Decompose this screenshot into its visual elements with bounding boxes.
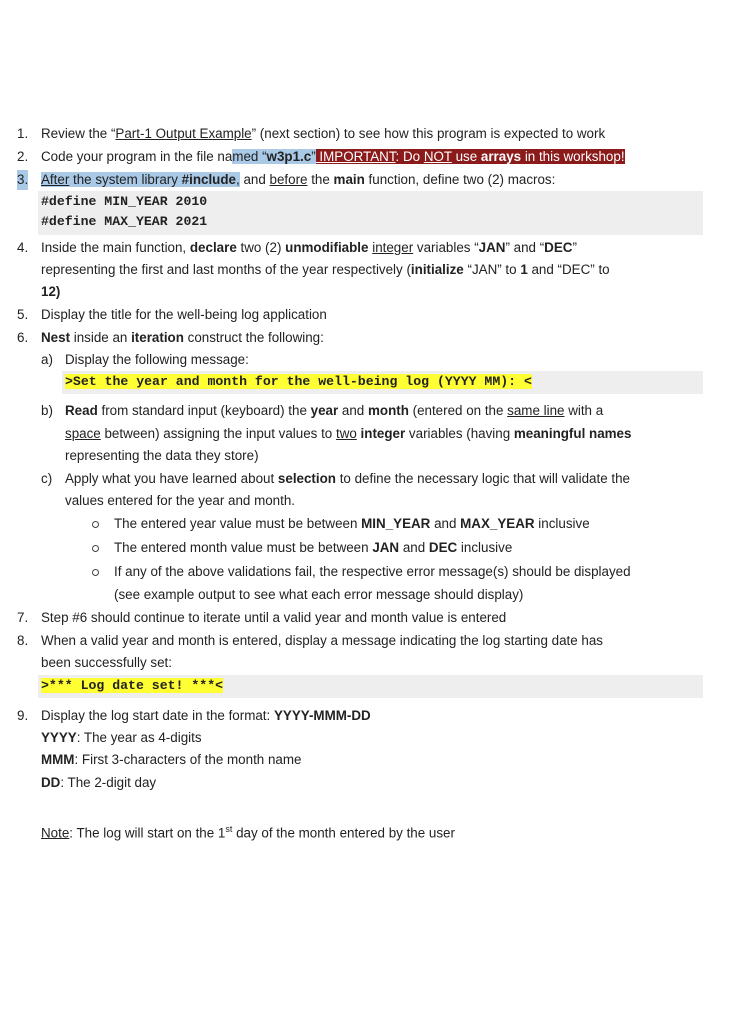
text: 1 bbox=[520, 262, 528, 277]
text: variables “ bbox=[413, 240, 479, 255]
text: The entered month value must be between bbox=[114, 540, 373, 555]
format-mmm bbox=[41, 750, 301, 770]
macro-min-year: #define MIN_YEAR 2010 bbox=[41, 194, 208, 209]
text: the system library bbox=[69, 172, 182, 187]
text: year bbox=[310, 403, 339, 418]
text: ” and “ bbox=[505, 240, 545, 255]
text: The entered year value must be between bbox=[114, 516, 362, 531]
text: same line bbox=[507, 403, 565, 418]
item-7-text: Step #6 should continue to iterate until a valid year and month value is entered bbox=[41, 610, 507, 625]
text: two (2) bbox=[236, 240, 286, 255]
text: Review the “ bbox=[41, 126, 116, 141]
bullet-year-range bbox=[114, 514, 590, 534]
text: DEC bbox=[428, 540, 458, 555]
text: integer bbox=[360, 426, 406, 441]
bullet-month-range bbox=[114, 538, 512, 558]
text: DD bbox=[41, 775, 61, 790]
item-9-text bbox=[41, 706, 371, 726]
text: the bbox=[307, 172, 334, 187]
highlighted-text bbox=[41, 172, 240, 187]
text: med “ bbox=[232, 149, 267, 164]
text: After bbox=[41, 172, 70, 187]
item-1-number: 1. bbox=[17, 126, 29, 141]
text: DEC bbox=[544, 240, 573, 255]
text: declare bbox=[189, 240, 237, 255]
bullet-icon bbox=[92, 545, 99, 552]
item-6c-line-1 bbox=[65, 469, 630, 489]
text: IMPORTANT bbox=[315, 149, 396, 164]
item-6b-line-1 bbox=[65, 401, 603, 421]
text: and bbox=[239, 172, 270, 187]
item-8-line-2: been successfully set: bbox=[41, 655, 172, 670]
text: and bbox=[430, 516, 461, 531]
item-8-line-1: When a valid year and month is entered, display a message indicating the log starting date has bbox=[41, 633, 603, 648]
text: and bbox=[399, 540, 429, 555]
text: 12) bbox=[41, 284, 61, 299]
item-6b-line-2 bbox=[65, 424, 631, 444]
text: meaningful names bbox=[513, 426, 632, 441]
text: : Do bbox=[395, 149, 424, 164]
text: Code your program in the file na bbox=[41, 149, 233, 164]
text: construct the following: bbox=[183, 330, 324, 345]
text: and “DEC” to bbox=[527, 262, 610, 277]
text: day of the month entered by the user bbox=[232, 825, 455, 841]
text: Read bbox=[65, 403, 98, 418]
text: inside an bbox=[70, 330, 132, 345]
text: NOT bbox=[423, 149, 452, 164]
text: : The log will start on the 1 bbox=[69, 825, 226, 841]
text: between) assigning the input values to bbox=[100, 426, 336, 441]
text: st bbox=[225, 824, 233, 834]
item-5-text: Display the title for the well-being log application bbox=[41, 307, 327, 322]
logset-message bbox=[41, 676, 223, 696]
text: ” bbox=[311, 149, 316, 164]
highlighted-text bbox=[232, 149, 315, 164]
item-9-number: 9. bbox=[17, 708, 29, 723]
important-notice bbox=[316, 149, 625, 164]
item-5-number: 5. bbox=[17, 307, 29, 322]
format-yyyy bbox=[41, 728, 202, 748]
text: month bbox=[367, 403, 409, 418]
item-2-number: 2. bbox=[17, 149, 29, 164]
text: main bbox=[333, 172, 365, 187]
filename: w3p1.c bbox=[266, 149, 312, 164]
text: unmodifiable bbox=[285, 240, 369, 255]
text: inclusive bbox=[457, 540, 513, 555]
text: #include bbox=[181, 172, 236, 187]
text: >*** Log date set! ***< bbox=[41, 678, 224, 693]
text: MIN_YEAR bbox=[361, 516, 431, 531]
text: , bbox=[235, 172, 240, 187]
text: JAN bbox=[478, 240, 506, 255]
text: (entered on the bbox=[408, 403, 508, 418]
text: Display the log start date in the format: bbox=[41, 708, 274, 723]
text: >Set the year and month for the well-being log (YYYY MM): < bbox=[65, 374, 532, 389]
bullet-icon bbox=[92, 521, 99, 528]
text: space bbox=[65, 426, 101, 441]
item-4-line-2 bbox=[41, 260, 610, 280]
text: YYYY bbox=[41, 730, 77, 745]
text: ” (next section) to see how this program is expected to work bbox=[251, 126, 606, 141]
item-7-number: 7. bbox=[17, 610, 29, 625]
item-8-number: 8. bbox=[17, 633, 29, 648]
item-6-number: 6. bbox=[17, 330, 29, 345]
item-6a-text: Display the following message: bbox=[65, 352, 249, 367]
item-6c-line-2: values entered for the year and month. bbox=[65, 493, 296, 508]
text: ” bbox=[572, 240, 577, 255]
text: from standard input (keyboard) the bbox=[97, 403, 311, 418]
text: inclusive bbox=[534, 516, 590, 531]
item-6-text bbox=[41, 328, 324, 348]
text: arrays bbox=[480, 149, 522, 164]
date-format: YYYY-MMM-DD bbox=[273, 708, 371, 723]
text: MMM bbox=[41, 752, 75, 767]
text: : The year as 4-digits bbox=[76, 730, 202, 745]
format-dd bbox=[41, 773, 156, 793]
text: with a bbox=[564, 403, 604, 418]
text: integer bbox=[372, 240, 414, 255]
text: use bbox=[451, 149, 481, 164]
text: iteration bbox=[131, 330, 184, 345]
text: representing the first and last months of the year respectively ( bbox=[41, 262, 411, 277]
text: selection bbox=[277, 471, 336, 486]
note bbox=[41, 819, 455, 843]
text: function, define two (2) macros: bbox=[364, 172, 556, 187]
text: : First 3-characters of the month name bbox=[74, 752, 302, 767]
text: before bbox=[269, 172, 308, 187]
item-2-text bbox=[41, 147, 625, 167]
text: initialize bbox=[410, 262, 464, 277]
text: and bbox=[338, 403, 368, 418]
text: Note bbox=[41, 825, 70, 841]
text: to define the necessary logic that will validate the bbox=[335, 471, 631, 486]
item-4-line-3 bbox=[41, 282, 60, 302]
text: Inside the main function, bbox=[41, 240, 190, 255]
item-6b-label: b) bbox=[41, 403, 53, 418]
item-4-line-1 bbox=[41, 238, 577, 258]
prompt-message bbox=[65, 372, 532, 392]
item-6a-label: a) bbox=[41, 352, 53, 367]
part1-link[interactable]: Part-1 Output Example bbox=[115, 126, 252, 141]
text: in this workshop! bbox=[521, 149, 625, 164]
text: Apply what you have learned about bbox=[65, 471, 278, 486]
item-6b-line-3: representing the data they store) bbox=[65, 448, 259, 463]
text: : The 2-digit day bbox=[60, 775, 157, 790]
item-3-number: 3. bbox=[17, 170, 28, 190]
bullet-validation-fail: If any of the above validations fail, the respective error message(s) should be displayed bbox=[114, 564, 631, 579]
item-4-number: 4. bbox=[17, 240, 29, 255]
macro-max-year: #define MAX_YEAR 2021 bbox=[41, 214, 208, 229]
text: JAN bbox=[372, 540, 400, 555]
item-1-text bbox=[41, 124, 605, 144]
text: variables (having bbox=[405, 426, 514, 441]
text: MAX_YEAR bbox=[460, 516, 535, 531]
bullet-validation-fail-cont: (see example output to see what each error message should display) bbox=[114, 587, 524, 602]
item-6c-label: c) bbox=[41, 471, 53, 486]
item-3-text bbox=[41, 170, 555, 190]
text: “JAN” to bbox=[463, 262, 521, 277]
text: Nest bbox=[41, 330, 71, 345]
text: two bbox=[335, 426, 357, 441]
bullet-icon bbox=[92, 569, 99, 576]
